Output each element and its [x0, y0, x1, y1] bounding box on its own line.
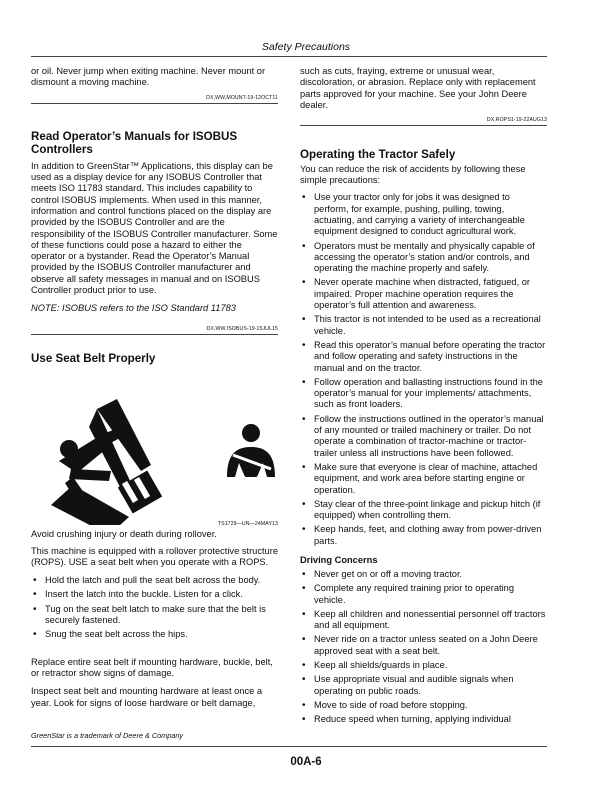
footer-rule: [31, 746, 547, 747]
left-column: [31, 66, 278, 709]
seat-belt-figure-code: TS1729—UN—24MAY13: [217, 521, 278, 528]
header-rule: [31, 56, 547, 57]
seat-belt-inspect-text: Inspect seat belt and mounting hardware at least once a year. Look for signs of loose hardware or belt damage,: [31, 686, 263, 708]
seat-belt-rops-text: This machine is equipped with a rollover protective structure (ROPS). USE a seat belt when you operate with a ROPS.: [31, 545, 278, 567]
list-item: • Make sure that everyone is clear of machine, attached equipment, and work area before starting engine or operation.: [300, 462, 547, 496]
rollover-warning-icon: [31, 365, 278, 528]
page-number: 00A-6: [290, 756, 322, 768]
list-item: • Hold the latch and pull the seat belt across the body.: [31, 575, 278, 586]
mount-section-code: DX,WW,MOUNT-19-12OCT11: [206, 94, 278, 101]
list-item: • Keep hands, feet, and clothing away from power-driven parts.: [300, 524, 547, 547]
list-item: • Use appropriate visual and audible signals when operating on public roads.: [300, 674, 547, 697]
list-item: • Operators must be mentally and physically capable of accessing the operator’s station and/or controls, and operating the machine properly and safely.: [300, 241, 547, 275]
seat-belt-heading: Use Seat Belt Properly: [31, 351, 156, 365]
list-item: • Stay clear of the three-point linkage and pickup hitch (if equipped) when controlling them.: [300, 499, 547, 522]
trademark-note: GreenStar is a trademark of Deere & Company: [31, 731, 184, 740]
list-item: • Read this operator’s manual before operating the tractor and follow operating and safety instructions in the manual and on the tractor.: [300, 340, 547, 374]
list-item: • Follow operation and ballasting instructions found in the operator’s manual for your implements/ attachments, such as front loaders.: [300, 377, 547, 411]
list-item: • Never ride on a tractor unless seated on a John Deere approved seat with a seat belt.: [300, 634, 547, 657]
list-item: • Use your tractor only for jobs it was designed to perform, for example, pushing, pulling, towing, actuating, and carrying a variety of interchangeable equipment designed to conduct agricultural work.: [300, 192, 547, 237]
right-column: [300, 66, 547, 729]
list-item: • Follow the instructions outlined in the operator’s manual of any mounted or trailed machinery or trailer. Do not operate a combination of tractor-machine or tractor-trailer unless all instructions have been followed.: [300, 414, 547, 459]
driving-concerns-list: [300, 569, 547, 726]
list-item: • Keep all children and nonessential personnel off tractors and all equipment.: [300, 609, 547, 632]
list-item: • Never get on or off a moving tractor.: [300, 569, 547, 580]
list-item: • Reduce speed when turning, applying individual: [300, 714, 547, 725]
seat-belt-replace-text: Replace entire seat belt if mounting hardware, buckle, belt, or retractor show signs of damage.: [31, 656, 273, 678]
seat-belt-steps-list: [31, 575, 278, 640]
seat-belt-illustration: [31, 365, 278, 528]
isobus-heading: Read Operator’s Manuals for ISOBUS Controllers: [31, 129, 238, 157]
isobus-note: NOTE: ISOBUS refers to the ISO Standard 11783: [31, 303, 236, 314]
tractor-safety-heading: Operating the Tractor Safely: [300, 148, 456, 162]
driving-concerns-heading: Driving Concerns: [300, 554, 378, 565]
isobus-body: In addition to GreenStar™ Applications, this display can be used as a display device for any ISOBUS Controller that meets ISO 11783 standard. This includes capability to control ISOBUS implements. When used in this manner, information and control functions placed on the display are provided by the ISOBUS Controller and are the responsibility of the ISOBUS Controller manufacturer. Some of these functions could pose a hazard to either the operator or a bystander. Read the Operator’s Manual provided by the ISOBUS Controller manufacturer and observe all safety messages in manual and on ISOBUS Controller product prior to use.: [31, 160, 278, 296]
seat-belt-warning: Avoid crushing injury or death during rollover.: [31, 529, 217, 540]
list-item: • Move to side of road before stopping.: [300, 700, 547, 711]
list-item: • Keep all shields/guards in place.: [300, 660, 547, 671]
list-item: • Insert the latch into the buckle. Listen for a click.: [31, 589, 278, 600]
page-header-title: Safety Precautions: [261, 41, 351, 53]
tractor-safety-intro: You can reduce the risk of accidents by following these simple precautions:: [300, 163, 526, 186]
list-item: • Tug on the seat belt latch to make sure that the belt is securely fastened.: [31, 604, 278, 627]
list-item: • This tractor is not intended to be used as a recreational vehicle.: [300, 314, 547, 337]
list-item: • Complete any required training prior to operating vehicle.: [300, 583, 547, 606]
rops-section-code: DX,ROPS1-19-22AUG13: [486, 117, 547, 124]
isobus-section-code: DX,WW,ISOBUS-19-15JUL15: [206, 325, 278, 332]
list-item: • Snug the seat belt across the hips.: [31, 629, 278, 640]
list-item: • Never operate machine when distracted, fatigued, or impaired. Proper machine operation requires the operator’s full attention and awareness.: [300, 277, 547, 311]
tractor-safety-list: [300, 192, 547, 547]
rops-continuation-text: such as cuts, fraying, extreme or unusual wear, discoloration, or abrasion. Replace only with replacement parts approved for your machine. See your John Deere dealer.: [300, 66, 536, 110]
mount-continuation-text: or oil. Never jump when exiting machine. Never mount or dismount a moving machine.: [31, 66, 266, 88]
